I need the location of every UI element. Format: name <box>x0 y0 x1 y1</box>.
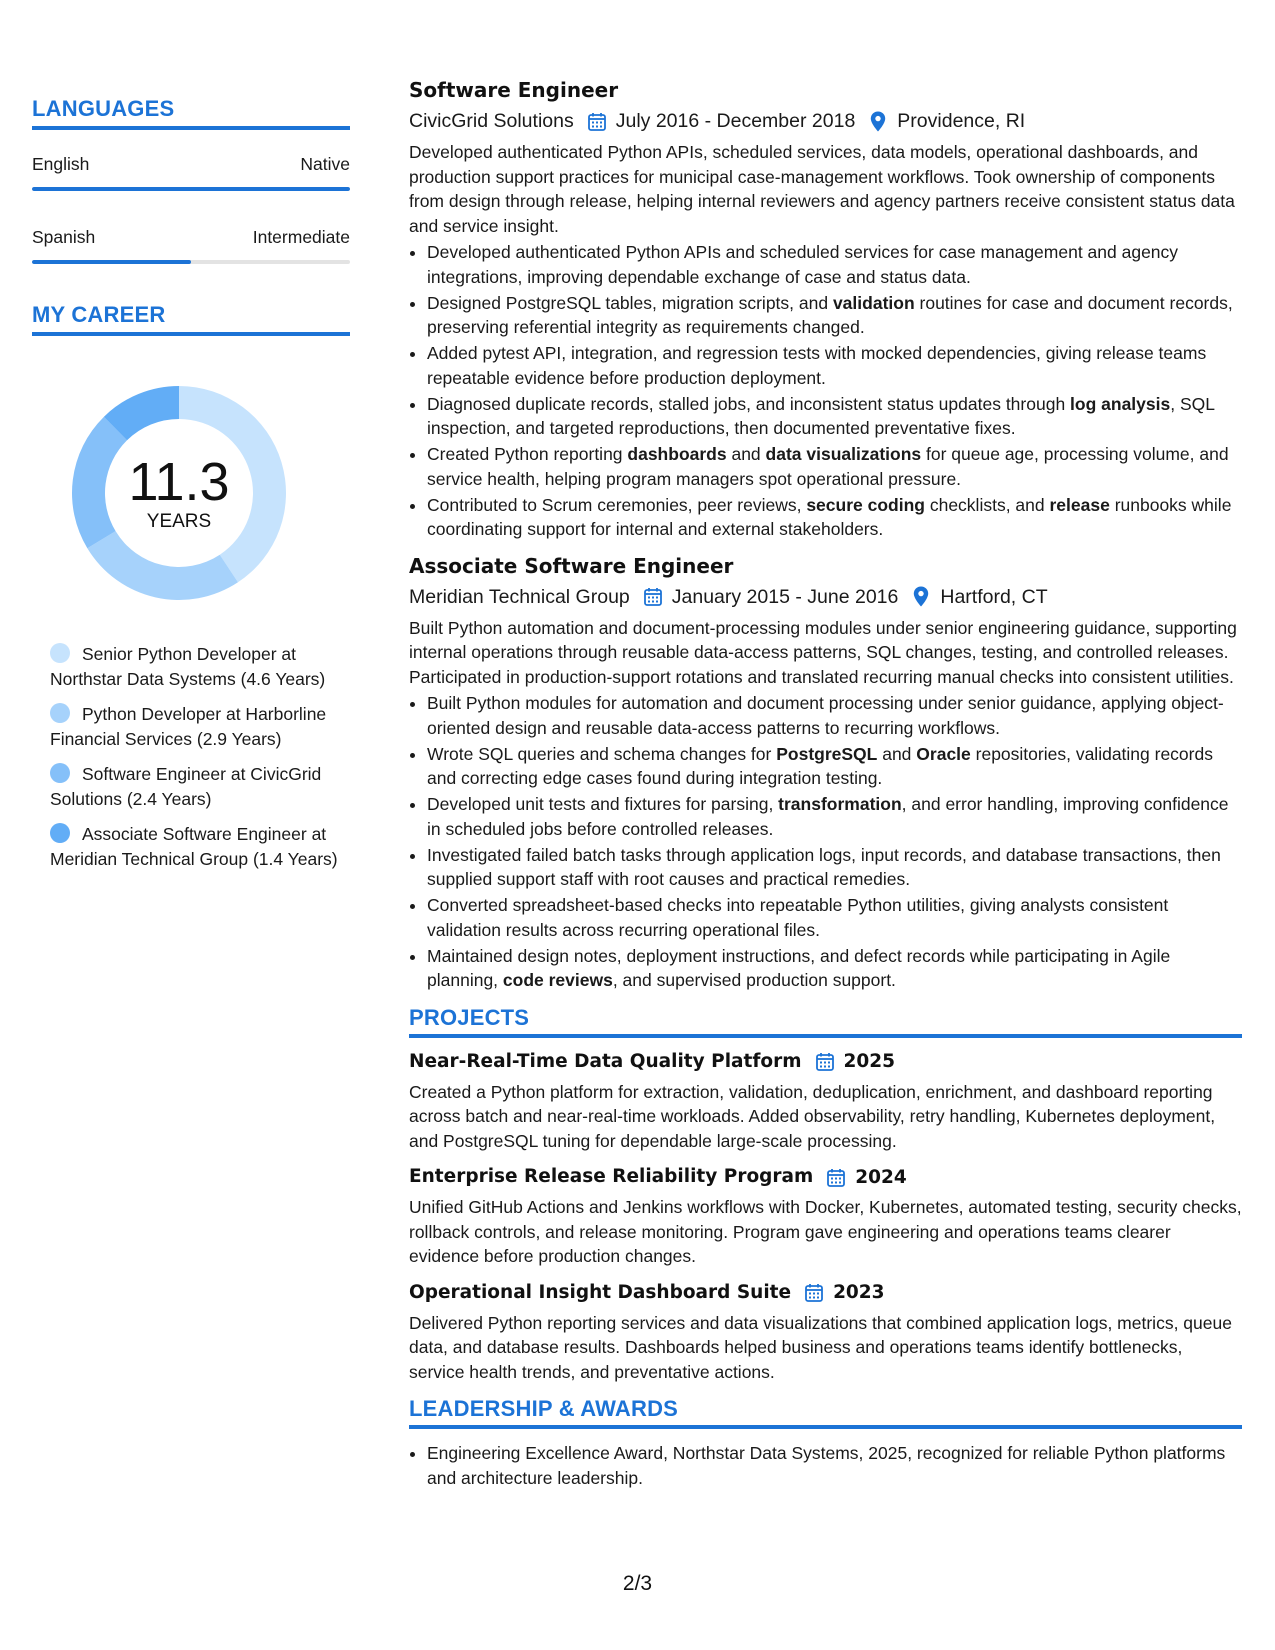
legend-item <box>50 642 340 691</box>
job-bullet: • Wrote SQL queries and schema changes for PostgreSQL and Oracle repositories, validating records and correcting edge cases found during integration testing. <box>427 742 1242 791</box>
job-bullet: • Added pytest API, integration, and regression tests with mocked dependencies, giving release teams repeatable evidence before production deployment. <box>427 341 1242 390</box>
legend-label: Python Developer at Harborline Financial Services (2.9 Years) <box>50 704 327 749</box>
legend-item <box>50 702 340 751</box>
language-level: Intermediate <box>252 227 350 247</box>
job-location: Providence, RI <box>897 110 1026 132</box>
job-bullet: • Contributed to Scrum ceremonies, peer reviews, secure coding checklists, and release runbooks while coordinating support for internal and external stakeholders. <box>427 493 1242 542</box>
project-header <box>409 1048 1242 1076</box>
sidebar <box>32 96 350 882</box>
career-total-value: 11.3 <box>128 452 230 512</box>
job-meta <box>409 582 1242 612</box>
job-entry <box>409 552 1242 993</box>
career-heading: MY CAREER <box>32 302 350 336</box>
calendar-icon <box>825 1166 847 1188</box>
bold-keyword: log analysis <box>1070 393 1171 414</box>
calendar-icon <box>814 1051 836 1073</box>
main-column <box>409 76 1242 1492</box>
calendar-icon <box>642 586 664 608</box>
job-bullets <box>409 240 1242 542</box>
project-header <box>409 1279 1242 1307</box>
donut-center <box>64 378 294 608</box>
bold-keyword: dashboards <box>627 444 727 464</box>
projects-heading: PROJECTS <box>409 1005 1242 1038</box>
bold-keyword: PostgreSQL <box>776 743 878 764</box>
bold-keyword: code reviews <box>502 970 613 990</box>
language-name: Spanish <box>32 227 96 247</box>
language-proficiency-bar <box>32 260 350 264</box>
language-proficiency-bar <box>32 187 350 191</box>
language-proficiency-fill <box>32 187 350 191</box>
page-number: 2/3 <box>622 1572 653 1595</box>
calendar-icon <box>586 110 608 132</box>
career-total-unit: YEARS <box>146 511 212 532</box>
legend-label: Software Engineer at CivicGrid Solutions (2.4 Years) <box>50 764 322 809</box>
award-item: • Engineering Excellence Award, Northstar Data Systems, 2025, recognized for reliable Python platforms and architecture leadership. <box>427 1441 1242 1490</box>
job-bullet: • Converted spreadsheet-based checks into repeatable Python utilities, giving analysts consistent validation results across recurring operational files. <box>427 893 1242 942</box>
legend-label: Senior Python Developer at Northstar Data Systems (4.6 Years) <box>50 644 326 689</box>
bold-keyword: secure coding <box>806 494 925 515</box>
project-entry <box>409 1048 1242 1154</box>
job-bullet: • Created Python reporting dashboards and data visualizations for queue age, processing volume, and service health, helping program managers spot operational pressure. <box>427 442 1242 491</box>
job-bullet: • Diagnosed duplicate records, stalled jobs, and inconsistent status updates through log analysis, SQL inspection, and targeted reproductions, then documented preventative fixes. <box>427 392 1242 441</box>
job-location: Hartford, CT <box>940 585 1048 608</box>
legend-swatch <box>50 643 70 663</box>
job-bullet: • Developed unit tests and fixtures for parsing, transformation, and error handling, improving confidence in scheduled jobs before controlled releases. <box>427 792 1242 841</box>
calendar-icon <box>803 1282 825 1304</box>
language-proficiency-fill <box>32 260 191 264</box>
bold-keyword: data visualizations <box>765 444 922 464</box>
legend-item <box>50 822 340 871</box>
job-dates: July 2016 - December 2018 <box>615 110 856 132</box>
job-company: CivicGrid Solutions <box>409 110 574 132</box>
job-summary: Built Python automation and document-processing modules under senior engineering guidance, supporting internal operations through reusable data-access patterns, SQL changes, testing, and controlled releases. Participated in production-support rotations and translated recurring manual checks into consistent utilities. <box>409 617 1237 687</box>
awards-list <box>409 1441 1242 1490</box>
legend-swatch <box>50 763 70 783</box>
project-year: 2025 <box>843 1051 896 1072</box>
languages-heading: LANGUAGES <box>32 96 350 130</box>
job-summary: Developed authenticated Python APIs, scheduled services, data models, operational dashboards, and production support practices for municipal case-management workflows. Took ownership of components from design through release, helping internal reviewers and agency partners receive consistent status data and service insight. <box>409 142 1235 236</box>
project-entry <box>409 1163 1242 1269</box>
job-dates: January 2015 - June 2016 <box>671 585 899 608</box>
project-year: 2023 <box>833 1282 885 1303</box>
project-description: Delivered Python reporting services and data visualizations that combined application logs, metrics, queue data, and database results. Dashboards helped business and operations teams identify bottlenecks, service health trends, and preventative actions. <box>409 1312 1232 1382</box>
project-title: Operational Insight Dashboard Suite <box>409 1281 792 1303</box>
job-bullet: • Maintained design notes, deployment instructions, and defect records while participating in Agile planning, code reviews, and supervised production support. <box>427 944 1242 993</box>
map-pin-icon <box>867 110 889 132</box>
awards-heading: LEADERSHIP & AWARDS <box>409 1396 1242 1429</box>
bold-keyword: transformation <box>778 794 902 814</box>
job-title: Associate Software Engineer <box>409 553 734 578</box>
job-bullet: • Developed authenticated Python APIs and scheduled services for case management and agency integrations, improving dependable exchange of case and status data. <box>427 240 1242 289</box>
job-bullet: • Built Python modules for automation and document processing under senior guidance, applying object-oriented design and reusable data-access patterns to recurring workflows. <box>427 691 1242 740</box>
project-title: Enterprise Release Reliability Program <box>409 1166 814 1187</box>
job-bullet: • Designed PostgreSQL tables, migration scripts, and validation routines for case and document records, preserving referential integrity as requirements changed. <box>427 291 1242 340</box>
map-pin-icon <box>910 586 932 608</box>
project-description: Created a Python platform for extraction, validation, deduplication, enrichment, and dashboard reporting across batch and near-real-time workloads. Added observability, retry handling, Kubernetes deployment, and PostgreSQL tuning for dependable large-scale processing. <box>409 1081 1216 1151</box>
language-item <box>32 154 350 191</box>
project-entry <box>409 1279 1242 1385</box>
career-donut-chart <box>64 378 294 608</box>
project-year: 2024 <box>855 1166 907 1188</box>
language-name: English <box>32 154 90 174</box>
project-description: Unified GitHub Actions and Jenkins workflows with Docker, Kubernetes, automated testing, security checks, rollback controls, and release monitoring. Program gave engineering and operations teams clearer evidence before production changes. <box>409 1197 1242 1266</box>
project-header <box>409 1163 1242 1191</box>
legend-swatch <box>50 703 70 723</box>
bold-keyword: release <box>1049 494 1110 515</box>
job-title: Software Engineer <box>409 78 619 102</box>
job-bullet: • Investigated failed batch tasks through application logs, input records, and database transactions, then supplied support staff with root causes and practical remedies. <box>427 843 1242 892</box>
legend-label: Associate Software Engineer at Meridian Technical Group (1.4 Years) <box>50 824 338 869</box>
legend-item <box>50 762 340 811</box>
job-meta <box>409 106 1242 136</box>
job-company: Meridian Technical Group <box>409 585 630 608</box>
career-legend <box>50 642 340 871</box>
legend-swatch <box>50 823 70 843</box>
bold-keyword: validation <box>832 292 915 313</box>
job-entry <box>409 76 1242 542</box>
job-bullets <box>409 691 1242 993</box>
languages-list <box>32 154 350 264</box>
bold-keyword: Oracle <box>916 743 971 764</box>
language-item <box>32 227 350 264</box>
language-level: Native <box>300 154 350 174</box>
project-title: Near-Real-Time Data Quality Platform <box>409 1050 802 1072</box>
